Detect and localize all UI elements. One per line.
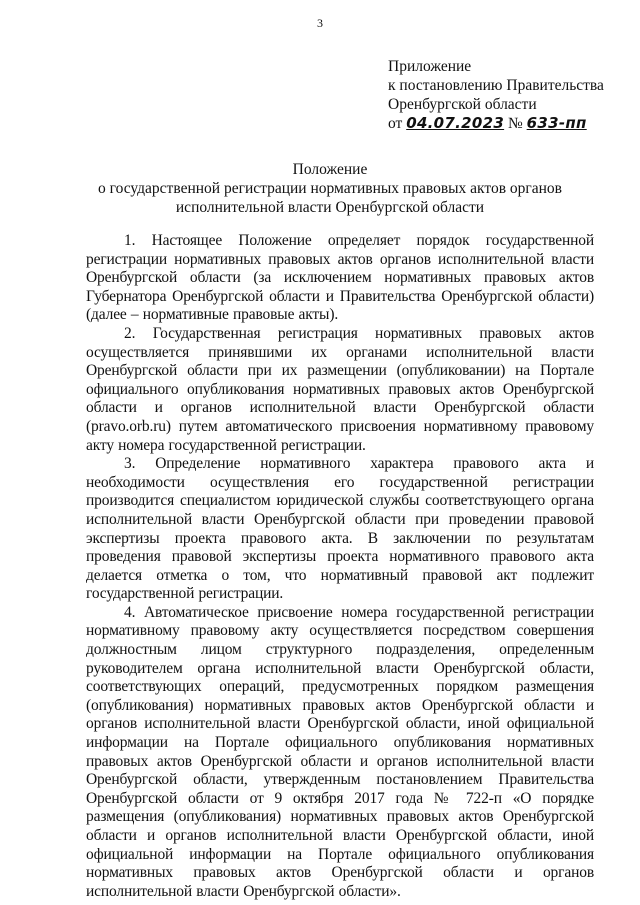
document-title — [60, 160, 600, 217]
page-number: 3 — [317, 16, 323, 30]
appendix-date-number — [388, 114, 604, 133]
paragraph-2: 2. Государственная регистрация нормативных правовых актов осуществляется принявшими их органами исполнительной власти Оренбургской области при их размещении (опубликовании) на Портале официального опубликования нормативных правовых актов Оренбургской области и органов исполнительной власти Оренбургской области (pravo.orb.ru) путем автоматического присвоения нормативному правовому акту номера государственной регистрации. — [86, 324, 594, 454]
document-body — [86, 232, 594, 901]
paragraph-1: 1. Настоящее Положение определяет порядок государственной регистрации нормативных правовых актов органов исполнительной власти Оренбургской области (за исключением нормативных правовых актов Губернатора Оренбургской области и Правительства Оренбургской области) (далее – нормативные правовые акты). — [86, 232, 594, 324]
title-line-1: Положение — [292, 161, 368, 178]
paragraph-4: 4. Автоматическое присвоение номера государственной регистрации нормативному правовому акту осуществляется посредством совершения должностным лицом структурного подразделения, определенным руководителем органа исполнительной власти Оренбургской области, соответствующих операций, предусмотренных порядком размещения (опубликования) нормативных правовых актов Оренбургской области и органов исполнительной власти Оренбургской области, иной официальной информации на Портале официального опубликования нормативных правовых актов Оренбургской области и органов исполнительной власти Оренбургской области, утвержденным постановлением Правительства Оренбургской области от 9 октября 2017 года № 722-п «О порядке размещения (опубликования) нормативных правовых актов Оренбургской области и органов исполнительной власти Оренбургской области, иной официальной информации на Портале официального опубликования нормативных правовых актов Оренбургской области и органов исполнительной власти Оренбургской области». — [86, 603, 594, 900]
handwritten-date: 04.07.2023 — [406, 114, 505, 132]
appendix-header — [388, 57, 604, 133]
paragraph-3: 3. Определение нормативного характера правового акта и необходимости осуществления его государственной регистрации производится специалистом юридической службы соответствующего органа исполнительной власти Оренбургской области при проведении правовой экспертизы проекта правового акта. В заключении по результатам проведения правовой экспертизы проекта нормативного правового акта делается отметка о том, что нормативный правовой акт подлежит государственной регистрации. — [86, 455, 594, 603]
title-line-3: исполнительной власти Оренбургской области — [175, 199, 485, 216]
title-line-2: о государственной регистрации нормативных правовых актов органов — [97, 180, 562, 197]
date-prefix: от — [388, 115, 403, 132]
appendix-title: Приложение — [388, 58, 472, 75]
appendix-region: Оренбургской области — [388, 96, 537, 113]
number-prefix: № — [507, 115, 523, 132]
handwritten-number: 633-пп — [526, 114, 587, 132]
appendix-resolution-ref: к постановлению Правительства — [388, 77, 604, 94]
